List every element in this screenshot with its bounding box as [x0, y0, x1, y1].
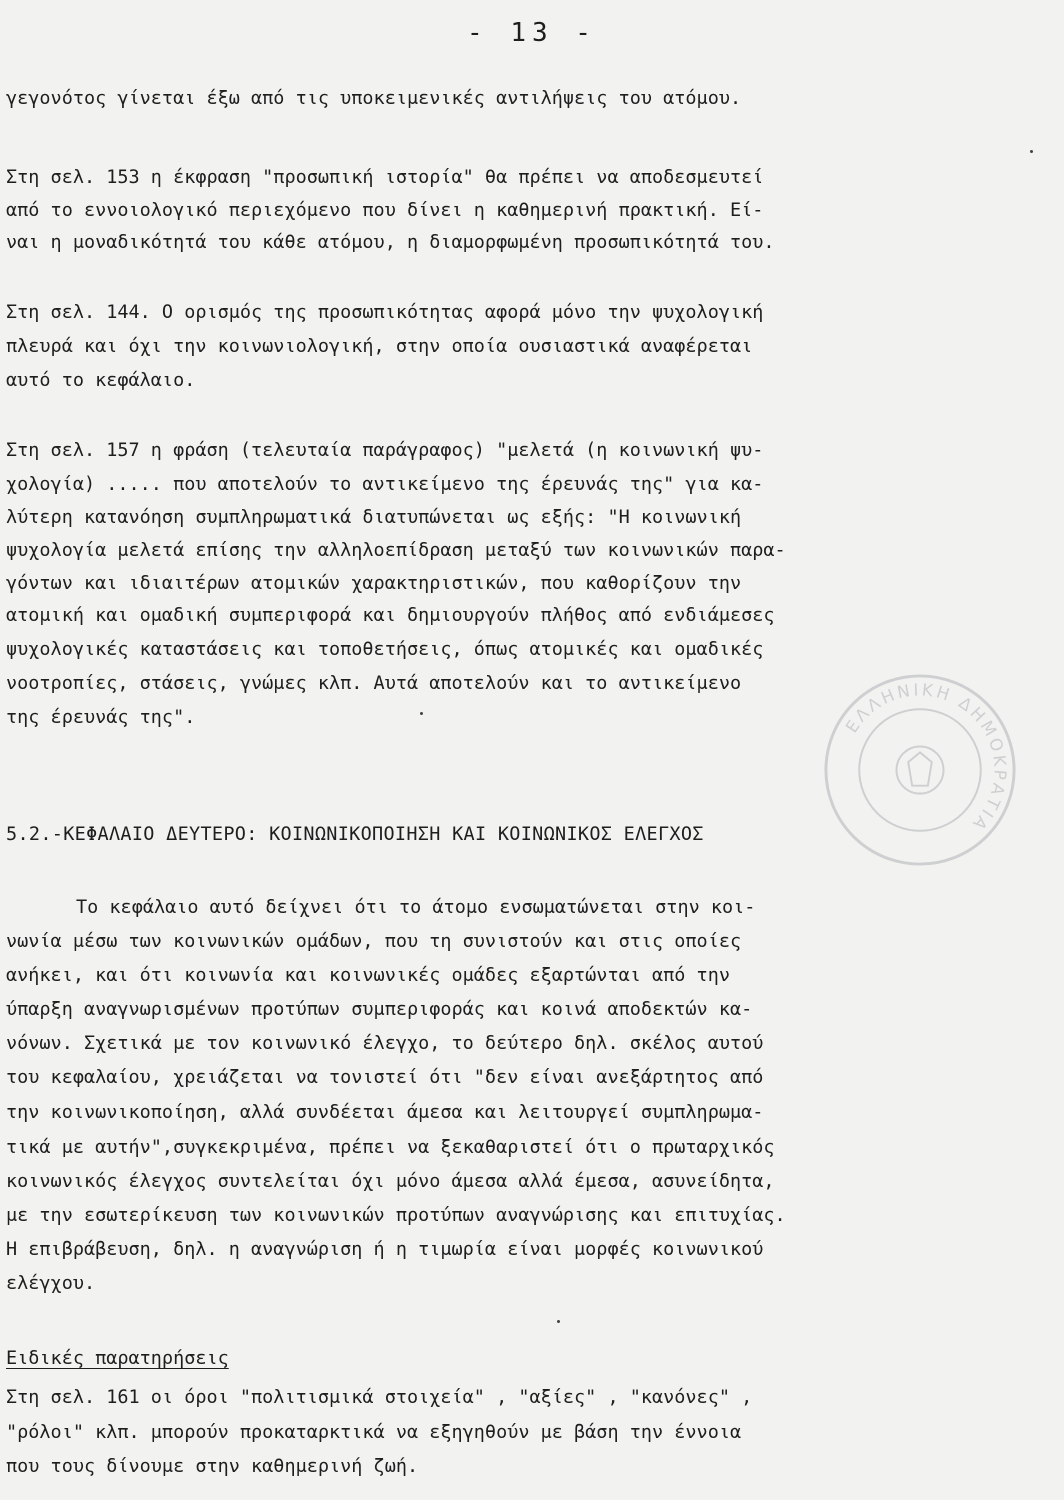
scan-speck [420, 712, 423, 715]
text-line: κοινωνικός έλεγχος συντελείται όχι μόνο άμεσα αλλά έμεσα, ασυνείδητα, [6, 1171, 775, 1192]
text-line: Το κεφάλαιο αυτό δείχνει ότι το άτομο ενσωματώνεται στην κοι- [76, 897, 756, 918]
text-line: που τους δίνουμε στην καθημερινή ζωή. [6, 1456, 419, 1477]
text-line: ατομική και ομαδική συμπεριφορά και δημιουργούν πλήθος από ενδιάμεσες [6, 605, 775, 626]
text-line: του κεφαλαίου, χρειάζεται να τονιστεί ότι "δεν είναι ανεξάρτητος από [6, 1067, 764, 1088]
text-line: ψυχολογία μελετά επίσης την αλληλοεπίδραση μεταξύ των κοινωνικών παρα- [6, 540, 786, 561]
text-line: Στη σελ. 161 οι όροι "πολιτισμικά στοιχεία" , "αξίες" , "κανόνες" , [6, 1387, 753, 1408]
text-line: με την εσωτερίκευση των κοινωνικών προτύπων αναγνώρισης και επιτυχίας. [6, 1205, 786, 1226]
text-line: από το εννοιολογικό περιεχόμενο που δίνει η καθημερινή πρακτική. Εί- [6, 200, 764, 221]
text-line: της έρευνάς της". [6, 707, 196, 728]
text-line: ναι η μοναδικότητά του κάθε ατόμου, η διαμορφωμένη προσωπικότητά του. [6, 232, 775, 253]
text-line: χολογία) ..... που αποτελούν το αντικείμενο της έρευνάς της" για κα- [6, 474, 764, 495]
text-line: τικά με αυτήν",συγκεκριμένα, πρέπει να ξεκαθαριστεί ότι ο πρωταρχικός [6, 1137, 775, 1158]
text-line: ελέγχου. [6, 1273, 96, 1294]
text-line: Στη σελ. 144. Ο ορισμός της προσωπικότητας αφορά μόνο την ψυχολογική [6, 302, 764, 323]
text-line: Στη σελ. 157 η φράση (τελευταία παράγραφος) "μελετά (η κοινωνική ψυ- [6, 440, 764, 461]
text-line: νόνων. Σχετικά με τον κοινωνικό έλεγχο, το δεύτερο δηλ. σκέλος αυτού [6, 1033, 764, 1054]
text-line: πλευρά και όχι την κοινωνιολογική, στην οποία ουσιαστικά αναφέρεται [6, 336, 753, 357]
text-line: ψυχολογικές καταστάσεις και τοποθετήσεις, όπως ατομικές και ομαδικές [6, 639, 764, 660]
text-line: ύπαρξη αναγνωρισμένων προτύπων συμπεριφοράς και κοινά αποδεκτών κα- [6, 999, 753, 1020]
text-line: νοοτροπίες, στάσεις, γνώμες κλπ. Αυτά αποτελούν και το αντικείμενο [6, 673, 742, 694]
official-stamp-seal [822, 672, 1018, 868]
text-line: ανήκει, και ότι κοινωνία και κοινωνικές ομάδες εξαρτώνται από την [6, 965, 730, 986]
subheading: Ειδικές παρατηρήσεις [6, 1348, 229, 1369]
scan-speck [557, 1320, 560, 1323]
section-heading: 5.2.-ΚΕΦΑΛΑΙΟ ΔΕΥΤΕΡΟ: ΚΟΙΝΩΝΙΚΟΠΟΙΗΣΗ ΚΑΙ ΚΟΙΝΩΝΙΚΟΣ ΕΛΕΓΧΟΣ [6, 824, 704, 845]
text-line: γεγονότος γίνεται έξω από τις υποκειμενικές αντιλήψεις του ατόμου. [6, 88, 742, 109]
text-line: την κοινωνικοποίηση, αλλά συνδέεται άμεσα και λειτουργεί συμπληρωμα- [6, 1102, 764, 1123]
page-number: - 13 - [467, 18, 597, 48]
scan-speck [1030, 150, 1033, 153]
text-line: γόντων και ιδιαιτέρων ατομικών χαρακτηριστικών, που καθορίζουν την [6, 573, 742, 594]
text-line: λύτερη κατανόηση συμπληρωματικά διατυπώνεται ως εξής: "Η κοινωνική [6, 507, 742, 528]
text-line: Η επιβράβευση, δηλ. η αναγνώριση ή η τιμωρία είναι μορφές κοινωνικού [6, 1239, 764, 1260]
text-line: αυτό το κεφάλαιο. [6, 370, 196, 391]
text-line: νωνία μέσω των κοινωνικών ομάδων, που τη συνιστούν και στις οποίες [6, 931, 742, 952]
svg-text:ΕΛΛΗΝΙΚΗ ΔΗΜΟΚΡΑΤΙΑ: ΕΛΛΗΝΙΚΗ ΔΗΜΟΚΡΑΤΙΑ [842, 680, 1010, 836]
text-line: "ρόλοι" κλπ. μπορούν προκαταρκτικά να εξηγηθούν με βάση την έννοια [6, 1422, 742, 1443]
text-line: Στη σελ. 153 η έκφραση "προσωπική ιστορία" θα πρέπει να αποδεσμευτεί [6, 167, 764, 188]
